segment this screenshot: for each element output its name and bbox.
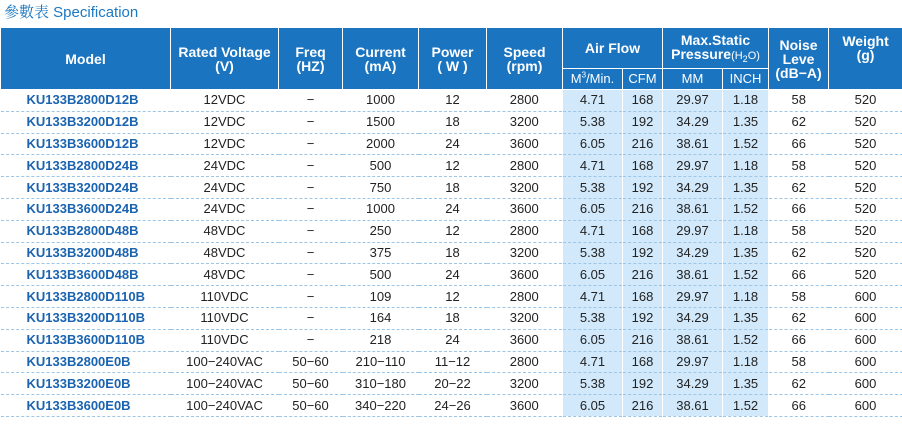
- cell-noise: 62: [769, 242, 829, 264]
- cell-rated-voltage: 100−240VAC: [171, 351, 279, 373]
- header-air-flow: [563, 28, 663, 69]
- cell-pressure-inch: 1.18: [723, 220, 769, 242]
- cell-model: KU133B3200D110B: [1, 307, 171, 329]
- cell-speed: 2800: [487, 286, 563, 308]
- cell-freq: −: [279, 111, 343, 133]
- cell-power: 24−26: [419, 395, 487, 417]
- cell-model: KU133B3600E0B: [1, 395, 171, 417]
- cell-current: 500: [343, 264, 419, 286]
- cell-weight: 600: [829, 395, 902, 417]
- cell-pressure-inch: 1.52: [723, 395, 769, 417]
- cell-rated-voltage: 24VDC: [171, 198, 279, 220]
- header-freq-unit: (HZ): [296, 57, 325, 74]
- cell-noise: 62: [769, 111, 829, 133]
- table-row: [1, 155, 902, 177]
- cell-power: 24: [419, 133, 487, 155]
- header-rated-voltage: [171, 28, 279, 90]
- cell-air-flow-m3min: 6.05: [563, 133, 623, 155]
- cell-speed: 2800: [487, 351, 563, 373]
- header-power-unit: ( W ): [437, 57, 468, 74]
- cell-air-flow-cfm: 192: [623, 307, 663, 329]
- cell-pressure-mm: 38.61: [663, 133, 723, 155]
- cell-freq: −: [279, 133, 343, 155]
- header-speed-unit: (rpm): [506, 57, 543, 74]
- table-row: [1, 395, 902, 417]
- cell-air-flow-m3min: 4.71: [563, 220, 623, 242]
- cell-noise: 66: [769, 133, 829, 155]
- cell-air-flow-m3min: 6.05: [563, 329, 623, 351]
- cell-air-flow-m3min: 4.71: [563, 351, 623, 373]
- table-row: [1, 111, 902, 133]
- m3-sup: 3: [581, 70, 587, 80]
- cell-air-flow-m3min: 4.71: [563, 286, 623, 308]
- pressure-unit-close: O): [747, 50, 760, 62]
- cell-noise: 58: [769, 351, 829, 373]
- cell-weight: 600: [829, 373, 902, 395]
- cell-freq: −: [279, 155, 343, 177]
- cell-pressure-mm: 34.29: [663, 242, 723, 264]
- cell-weight: 520: [829, 198, 902, 220]
- cell-pressure-mm: 38.61: [663, 395, 723, 417]
- header-current-label: Current: [355, 43, 406, 60]
- cell-air-flow-cfm: 168: [623, 286, 663, 308]
- header-rated-voltage-label: Rated Voltage: [178, 43, 271, 60]
- table-row: [1, 90, 902, 112]
- cell-weight: 520: [829, 155, 902, 177]
- cell-air-flow-cfm: 216: [623, 133, 663, 155]
- cell-power: 18: [419, 177, 487, 199]
- page-title: 參數表 Specification: [4, 4, 139, 21]
- cell-pressure-inch: 1.35: [723, 307, 769, 329]
- cell-power: 12: [419, 220, 487, 242]
- cell-speed: 3600: [487, 133, 563, 155]
- cell-freq: −: [279, 177, 343, 199]
- header-power: [419, 28, 487, 90]
- cell-speed: 3600: [487, 329, 563, 351]
- table-row: [1, 133, 902, 155]
- cell-model: KU133B3600D110B: [1, 329, 171, 351]
- cell-pressure-mm: 34.29: [663, 307, 723, 329]
- cell-model: KU133B3200D12B: [1, 111, 171, 133]
- cell-noise: 58: [769, 220, 829, 242]
- cell-pressure-mm: 29.97: [663, 155, 723, 177]
- table-body: [1, 90, 902, 417]
- cell-pressure-inch: 1.35: [723, 242, 769, 264]
- cell-power: 12: [419, 155, 487, 177]
- cell-current: 218: [343, 329, 419, 351]
- cell-rated-voltage: 24VDC: [171, 177, 279, 199]
- cell-current: 109: [343, 286, 419, 308]
- cell-freq: 50−60: [279, 351, 343, 373]
- header-power-label: Power: [431, 43, 474, 60]
- cell-pressure-mm: 29.97: [663, 351, 723, 373]
- header-current: [343, 28, 419, 90]
- cell-power: 24: [419, 198, 487, 220]
- cell-current: 340−220: [343, 395, 419, 417]
- cell-model: KU133B2800D12B: [1, 90, 171, 112]
- cell-air-flow-cfm: 216: [623, 395, 663, 417]
- cell-air-flow-cfm: 168: [623, 155, 663, 177]
- cell-power: 24: [419, 329, 487, 351]
- cell-speed: 3200: [487, 177, 563, 199]
- cell-current: 164: [343, 307, 419, 329]
- cell-pressure-inch: 1.52: [723, 264, 769, 286]
- cell-power: 11−12: [419, 351, 487, 373]
- cell-pressure-inch: 1.52: [723, 329, 769, 351]
- cell-pressure-inch: 1.18: [723, 351, 769, 373]
- cell-air-flow-cfm: 216: [623, 264, 663, 286]
- header-current-unit: (mA): [364, 57, 397, 74]
- cell-pressure-mm: 29.97: [663, 90, 723, 112]
- cell-current: 750: [343, 177, 419, 199]
- table-row: [1, 329, 902, 351]
- cell-air-flow-cfm: 192: [623, 111, 663, 133]
- cell-pressure-mm: 38.61: [663, 264, 723, 286]
- header-speed-label: Speed: [503, 43, 546, 60]
- table-row: [1, 198, 902, 220]
- table-row: [1, 220, 902, 242]
- table-row: [1, 351, 902, 373]
- cell-freq: −: [279, 329, 343, 351]
- cell-rated-voltage: 48VDC: [171, 220, 279, 242]
- cell-pressure-inch: 1.52: [723, 198, 769, 220]
- cell-pressure-inch: 1.35: [723, 111, 769, 133]
- cell-model: KU133B3600D12B: [1, 133, 171, 155]
- cell-rated-voltage: 110VDC: [171, 286, 279, 308]
- cell-air-flow-m3min: 5.38: [563, 242, 623, 264]
- cell-weight: 520: [829, 264, 902, 286]
- cell-model: KU133B2800D24B: [1, 155, 171, 177]
- cell-noise: 58: [769, 286, 829, 308]
- specification-table: [0, 27, 902, 417]
- cell-current: 250: [343, 220, 419, 242]
- cell-freq: 50−60: [279, 373, 343, 395]
- m3-base: M: [570, 71, 582, 86]
- pressure-unit-open: (H: [731, 50, 743, 62]
- cell-current: 310−180: [343, 373, 419, 395]
- cell-model: KU133B3600D24B: [1, 198, 171, 220]
- cell-freq: −: [279, 264, 343, 286]
- cell-air-flow-cfm: 168: [623, 220, 663, 242]
- cell-pressure-mm: 34.29: [663, 111, 723, 133]
- cell-rated-voltage: 12VDC: [171, 90, 279, 112]
- cell-speed: 3600: [487, 264, 563, 286]
- cell-noise: 62: [769, 373, 829, 395]
- table-row: [1, 373, 902, 395]
- table-row: [1, 307, 902, 329]
- cell-air-flow-cfm: 168: [623, 90, 663, 112]
- header-air-flow-label: Air Flow: [584, 40, 641, 56]
- header-noise: [769, 28, 829, 90]
- cell-model: KU133B3200E0B: [1, 373, 171, 395]
- header-freq: [279, 28, 343, 90]
- cell-air-flow-cfm: 168: [623, 351, 663, 373]
- cell-rated-voltage: 110VDC: [171, 307, 279, 329]
- cell-speed: 2800: [487, 155, 563, 177]
- cell-freq: −: [279, 242, 343, 264]
- cell-air-flow-cfm: 216: [623, 198, 663, 220]
- cell-noise: 62: [769, 307, 829, 329]
- cell-current: 375: [343, 242, 419, 264]
- cell-freq: −: [279, 220, 343, 242]
- header-freq-label: Freq: [295, 43, 326, 60]
- table-row: [1, 286, 902, 308]
- cell-noise: 58: [769, 155, 829, 177]
- cell-freq: −: [279, 198, 343, 220]
- header-pressure-mm: MM: [663, 69, 723, 90]
- cell-speed: 3200: [487, 373, 563, 395]
- header-model: [1, 28, 171, 90]
- table-row: [1, 242, 902, 264]
- cell-pressure-mm: 29.97: [663, 286, 723, 308]
- cell-air-flow-m3min: 5.38: [563, 177, 623, 199]
- cell-rated-voltage: 100−240VAC: [171, 395, 279, 417]
- header-static-pressure-line1: Max.Static: [680, 32, 751, 48]
- cell-pressure-inch: 1.18: [723, 286, 769, 308]
- cell-noise: 58: [769, 90, 829, 112]
- cell-weight: 600: [829, 307, 902, 329]
- cell-pressure-inch: 1.18: [723, 155, 769, 177]
- cell-pressure-mm: 38.61: [663, 329, 723, 351]
- cell-noise: 62: [769, 177, 829, 199]
- cell-air-flow-cfm: 216: [623, 329, 663, 351]
- cell-model: KU133B3200D24B: [1, 177, 171, 199]
- cell-current: 1500: [343, 111, 419, 133]
- table-row: [1, 177, 902, 199]
- cell-rated-voltage: 48VDC: [171, 264, 279, 286]
- cell-air-flow-m3min: 6.05: [563, 264, 623, 286]
- cell-noise: 66: [769, 395, 829, 417]
- header-weight-unit: (g): [856, 47, 875, 63]
- cell-pressure-mm: 34.29: [663, 373, 723, 395]
- cell-air-flow-cfm: 192: [623, 373, 663, 395]
- cell-rated-voltage: 48VDC: [171, 242, 279, 264]
- cell-freq: −: [279, 90, 343, 112]
- cell-air-flow-m3min: 4.71: [563, 90, 623, 112]
- cell-power: 20−22: [419, 373, 487, 395]
- cell-noise: 66: [769, 198, 829, 220]
- cell-power: 24: [419, 264, 487, 286]
- cell-power: 18: [419, 242, 487, 264]
- header-air-flow-m3min: [563, 69, 623, 90]
- cell-freq: −: [279, 307, 343, 329]
- cell-rated-voltage: 24VDC: [171, 155, 279, 177]
- cell-model: KU133B2800D48B: [1, 220, 171, 242]
- header-weight: [829, 28, 902, 90]
- header-static-pressure: [663, 28, 769, 69]
- cell-model: KU133B3600D48B: [1, 264, 171, 286]
- cell-weight: 520: [829, 220, 902, 242]
- cell-weight: 520: [829, 177, 902, 199]
- cell-power: 12: [419, 286, 487, 308]
- cell-speed: 2800: [487, 220, 563, 242]
- cell-weight: 600: [829, 351, 902, 373]
- cell-air-flow-m3min: 5.38: [563, 307, 623, 329]
- cell-model: KU133B2800E0B: [1, 351, 171, 373]
- cell-noise: 66: [769, 329, 829, 351]
- cell-power: 18: [419, 111, 487, 133]
- cell-model: KU133B3200D48B: [1, 242, 171, 264]
- cell-air-flow-m3min: 6.05: [563, 395, 623, 417]
- cell-speed: 3200: [487, 307, 563, 329]
- cell-current: 210−110: [343, 351, 419, 373]
- header-model-label: Model: [65, 50, 106, 67]
- cell-pressure-inch: 1.35: [723, 177, 769, 199]
- header-speed: [487, 28, 563, 90]
- table-row: [1, 264, 902, 286]
- cell-air-flow-cfm: 192: [623, 242, 663, 264]
- cell-freq: 50−60: [279, 395, 343, 417]
- header-rated-voltage-unit: (V): [215, 57, 234, 74]
- cell-pressure-mm: 29.97: [663, 220, 723, 242]
- header-air-flow-cfm: CFM: [623, 69, 663, 90]
- cell-pressure-inch: 1.35: [723, 373, 769, 395]
- header-pressure-inch: INCH: [723, 69, 769, 90]
- cell-pressure-mm: 38.61: [663, 198, 723, 220]
- cell-rated-voltage: 12VDC: [171, 111, 279, 133]
- header-static-pressure-line2: Pressure: [671, 46, 732, 62]
- cell-weight: 520: [829, 90, 902, 112]
- cell-pressure-inch: 1.52: [723, 133, 769, 155]
- cell-weight: 520: [829, 111, 902, 133]
- cell-speed: 3200: [487, 242, 563, 264]
- cell-air-flow-m3min: 4.71: [563, 155, 623, 177]
- cell-speed: 3200: [487, 111, 563, 133]
- cell-weight: 520: [829, 133, 902, 155]
- cell-air-flow-m3min: 5.38: [563, 373, 623, 395]
- cell-rated-voltage: 100−240VAC: [171, 373, 279, 395]
- header-noise-label: Noise Leve: [779, 36, 818, 67]
- cell-rated-voltage: 12VDC: [171, 133, 279, 155]
- cell-current: 500: [343, 155, 419, 177]
- header-noise-unit: (dB−A): [775, 64, 822, 81]
- cell-pressure-mm: 34.29: [663, 177, 723, 199]
- cell-power: 12: [419, 90, 487, 112]
- cell-noise: 66: [769, 264, 829, 286]
- cell-air-flow-m3min: 5.38: [563, 111, 623, 133]
- pressure-unit-sub: 2: [742, 54, 748, 65]
- cell-weight: 600: [829, 329, 902, 351]
- cell-rated-voltage: 110VDC: [171, 329, 279, 351]
- cell-pressure-inch: 1.18: [723, 90, 769, 112]
- m3-suffix: /Min.: [586, 71, 615, 86]
- cell-speed: 3600: [487, 198, 563, 220]
- cell-freq: −: [279, 286, 343, 308]
- cell-current: 2000: [343, 133, 419, 155]
- cell-current: 1000: [343, 198, 419, 220]
- header-weight-label: Weight: [842, 33, 889, 49]
- cell-speed: 3600: [487, 395, 563, 417]
- cell-power: 18: [419, 307, 487, 329]
- cell-weight: 520: [829, 242, 902, 264]
- cell-model: KU133B2800D110B: [1, 286, 171, 308]
- cell-air-flow-m3min: 6.05: [563, 198, 623, 220]
- cell-speed: 2800: [487, 90, 563, 112]
- cell-current: 1000: [343, 90, 419, 112]
- cell-air-flow-cfm: 192: [623, 177, 663, 199]
- header-static-pressure-unit: [731, 50, 760, 65]
- cell-weight: 600: [829, 286, 902, 308]
